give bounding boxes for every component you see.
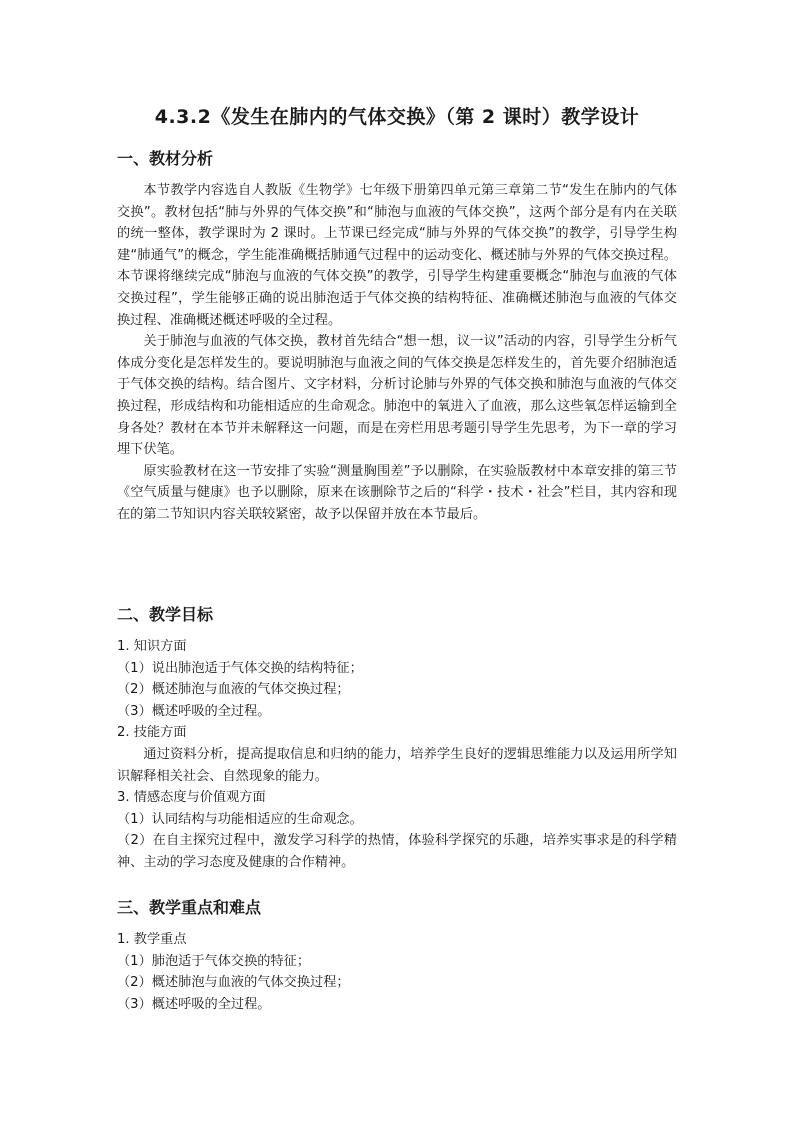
list-item: （3）概述呼吸的全过程。 xyxy=(117,703,271,719)
subheading-skills: 2. 技能方面 xyxy=(117,725,187,741)
paragraph: 关于肺泡与血液的气体交换，教材首先结合“想一想，议一议”活动的内容，引导学生分析气体成分变化是怎样发生的。要说明肺泡与血液之间的气体交换是怎样发生的，首先要介绍肺泡适于气体交换的结构。结合图片、文字材料，分析讨论肺与外界的气体交换和肺泡与血液的气体交换过程，形成结构和功能相适应的生命观念。肺泡中的氧进入了血液，那么这些氧怎样运输到全身各处？教材在本节并未解释这一问题，而是在旁栏用思考题引导学生先思考，为下一章的学习埋下伏笔。 xyxy=(117,334,677,458)
paragraph: 原实验教材在这一节安排了实验“测量胸围差”予以删除，在实验版教材中本章安排的第三节《空气质量与健康》也予以删除，原来在该删除节之后的“科学・技术・社会”栏目，其内容和现在的第二节知识内容关联较紧密，故予以保留并放在本节最后。 xyxy=(117,463,677,522)
list-item: （2）概述肺泡与血液的气体交换过程； xyxy=(117,682,350,698)
list-item: （1）说出肺泡适于气体交换的结构特征； xyxy=(117,660,363,676)
section-heading-teaching-objectives: 二、教学目标 xyxy=(117,605,214,624)
list-item: （2）在自主探究过程中，激发学习科学的热情，体验科学探究的乐趣，培养实事求是的科学精神、主动的学习态度及健康的合作精神。 xyxy=(117,833,677,870)
section-heading-textbook-analysis: 一、教材分析 xyxy=(117,149,214,168)
section-key-points-body xyxy=(117,929,677,1015)
section-textbook-analysis-body xyxy=(117,180,677,526)
paragraph: 本节教学内容选自人教版《生物学》七年级下册第四单元第三章第二节“发生在肺内的气体交换”。教材包括“肺与外界的气体交换”和“肺泡与血液的气体交换”，这两个部分是有内在关联的统一整体，教学课时为 2 课时。上节课已经完成“肺与外界的气体交换”的教学，引导学生构建“肺通气”的概念，学生能准确概括肺通气过程中的运动变化、概述肺与外界的气体交换过程。本节课将继续完成“肺泡与血液的气体交换”的教学，引导学生构建重要概念“肺泡与血液的气体交换过程”，学生能够正确的说出肺泡适于气体交换的结构特征、准确概述肺泡与血液的气体交换过程、准确概述概述呼吸的全过程。 xyxy=(117,183,677,328)
list-item: （1）认同结构与功能相适应的生命观念。 xyxy=(117,811,363,827)
list-item: （2）概述肺泡与血液的气体交换过程； xyxy=(117,975,350,991)
list-item: （1）肺泡适于气体交换的特征； xyxy=(117,953,311,969)
section-heading-key-points-difficulties: 三、教学重点和难点 xyxy=(117,898,262,917)
subheading-key-points: 1. 教学重点 xyxy=(117,932,187,947)
section-teaching-objectives-body xyxy=(117,636,677,874)
subheading-knowledge: 1. 知识方面 xyxy=(117,639,187,654)
subheading-attitude-values: 3. 情感态度与价值观方面 xyxy=(117,790,266,806)
list-item: （3）概述呼吸的全过程。 xyxy=(117,996,271,1012)
paragraph: 通过资料分析，提高提取信息和归纳的能力，培养学生良好的逻辑思维能力以及运用所学知识解释相关社会、自然现象的能力。 xyxy=(117,746,677,784)
document-title: 4.3.2《发生在肺内的气体交换》（第 2 课时）教学设计 xyxy=(154,106,640,128)
